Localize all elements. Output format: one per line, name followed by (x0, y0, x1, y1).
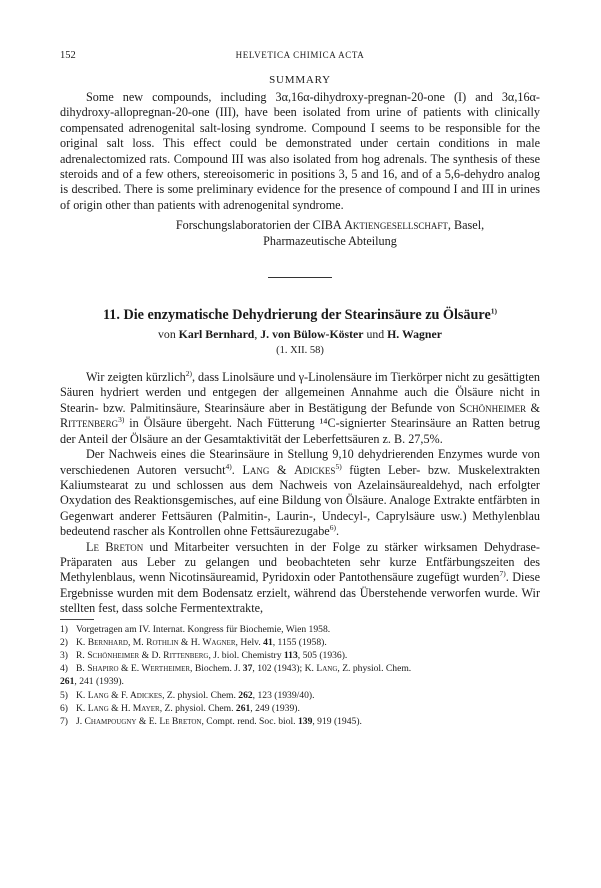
footnote-ref: 5) (335, 461, 342, 471)
footnote-text: , 505 (1936). (297, 649, 348, 661)
footnote-text: , 919 (1945). (312, 715, 362, 727)
volume-number: 261 (60, 676, 75, 688)
article-authors: von Karl Bernhard, J. von Bülow-Köster und H. Wagner (158, 327, 442, 342)
footnote-text: , 123 (1939/40). (252, 689, 315, 701)
footnote-text: Vorgetragen am IV. Internat. Kongress für Biochemie, Wien 1958. (76, 623, 331, 635)
cited-author: J. Champougny & E. Le Breton (76, 715, 202, 727)
running-head (60, 50, 540, 66)
journal-name: HELVETICA CHIMICA ACTA (235, 50, 365, 60)
cited-author: Schönheimer (459, 400, 527, 415)
text-run: fügten Leber- bzw. Muskelextrakten Kaliumstearat zu und schlossen aus dem Nachweis von Azelainsäurealdehyd, nach erfolgter Oxydation des Reaktionsgemisches, auf eine Bildung von Ölsäure. Analoge Extrakte entfärbten in Gegenwart anderer Fettsäuren (Palmitin-, Laurin-, Undecyl-, Caprylsäure usw.) Methylenblau bedeutend rascher als Kontrollen ohne Fettsäurezugabe (60, 462, 541, 539)
page-number: 152 (60, 50, 76, 61)
footnote-ref: 4) (225, 461, 232, 471)
footnote-ref: 3) (118, 415, 125, 425)
affiliation-city: , Basel, (447, 218, 485, 233)
cited-author: K. Bernhard, M. Rothlin & H. Wagner (76, 636, 236, 648)
cited-author: K. Lang & F. Adickes (76, 689, 163, 701)
text-run: . Diese Ergebnisse wurden mit dem Bodensatz erzielt, während das Überstehende verworfen wurde. Wir stellten fest, dass solche Fermentextrakte, (60, 570, 540, 616)
section-divider (268, 277, 332, 278)
footnote-number: 6) (60, 702, 68, 714)
cited-author: K. Lang & H. Mayer (76, 702, 160, 714)
footnote-ref: 7) (499, 569, 506, 579)
footnote-number: 4) (60, 663, 68, 675)
footnote-text: , Z. physiol. Chem. (162, 689, 239, 701)
authors-prefix: von (158, 327, 176, 342)
footnote-ref: 2) (185, 369, 192, 378)
affiliation-line-1 (120, 218, 540, 233)
cited-author: B. Shapiro & E. Wertheimer (76, 663, 191, 675)
footnote-number: 5) (60, 689, 68, 701)
article-title (60, 306, 540, 324)
footnote-number: 1) (60, 623, 68, 635)
footnote-text: , J. biol. Chemistry (208, 649, 284, 661)
footnote-text: , 241 (1939). (74, 676, 124, 688)
affiliation-line-2: Pharmazeutische Abteilung (263, 233, 397, 248)
volume-number: 139 (297, 715, 313, 727)
body-paragraph-2 (60, 447, 540, 539)
text-run: in Ölsäure übergeht. Nach Fütterung ¹⁴C-signierter Stearinsäure an Ratten betrug der Anteil der Ölsäure an der Gesamtaktivität der Leberfettsäuren z. B. 27,5%. (60, 416, 540, 446)
text-run: . (231, 462, 235, 477)
footnote (60, 702, 540, 715)
volume-number: 113 (283, 649, 298, 661)
footnote-number: 3) (60, 649, 68, 661)
text-run: . (335, 524, 340, 539)
footnote-text: , 249 (1939). (250, 702, 300, 714)
footnote (60, 636, 540, 649)
footnote-continuation (60, 675, 540, 688)
body-paragraph-1 (60, 370, 540, 447)
volume-number: 262 (238, 689, 253, 701)
footnote-ref: 6) (329, 523, 336, 533)
author-name: Karl Bernhard (178, 327, 255, 342)
body-paragraph-3 (60, 540, 540, 617)
footnote-text: , Z. physiol. Chem. (159, 702, 236, 714)
article-title-text: 11. Die enzymatische Dehydrierung der Stearinsäure zu Ölsäure (102, 307, 491, 324)
footnote (60, 689, 540, 702)
cited-author: Le Breton (86, 539, 144, 554)
affiliation (120, 218, 540, 249)
footnote-text: , Z. physiol. Chem. (337, 663, 412, 675)
footnote-number: 7) (60, 715, 68, 727)
footnote-text: , Biochem. J. (190, 663, 243, 675)
footnote (60, 623, 540, 636)
volume-number: 261 (235, 702, 251, 714)
footnote-divider (60, 619, 94, 620)
paper-page (60, 50, 540, 728)
footnote-text: , 102 (1943); (252, 663, 305, 675)
cited-author: Adickes (294, 462, 336, 477)
volume-number: 37 (242, 663, 253, 675)
cited-author: Rittenberg (60, 416, 119, 431)
text-run: & (530, 400, 541, 415)
footnote (60, 715, 540, 728)
text-run: und Mitarbeiter versuchten in der Folge zu stärker wirksamen Dehydrase-Präparaten aus Leber zu gelangen und beobachteten sehr kurze Entfärbungszeiten des Methylenblaus, wenn Nicotinsäureamid, Pyridoxin oder Pantothensäure zugefügt wurden (60, 539, 540, 585)
footnote-ref: 1) (490, 306, 497, 316)
footnote-text: , Helv. (235, 636, 264, 648)
author-name: J. von Bülow-Köster (260, 327, 364, 342)
footnote-text: , 1155 (1958). (272, 636, 327, 648)
text-run: Wir zeigten kürzlich (86, 370, 186, 385)
volume-number: 41 (263, 636, 273, 648)
summary-text: Some new compounds, including 3α,16α-dihydroxy-pregnan-20-one (I) and 3α,16α-dihydroxy-allopregnan-20-one (III), have been isolated from urine of patients with clinically compensated adrenogenital salt-losing syndrome. Compound I seems to be responsible for the original salt loss. This effect could be demonstrated under certain conditions in male adrenalectomized rats. Compound III was also isolated from hog adrenals. The synthesis of these steroids and of a few others, stereoisomeric in positions 3, 5 and 16, and of a 5,6-dehydro analog is described. There is some preliminary evidence for the presence of compound I and III in urines of origin other than patients with adrenogenital syndrome. (60, 90, 540, 212)
author-name: H. Wagner (387, 327, 442, 342)
received-date: (1. XII. 58) (276, 345, 324, 357)
footnotes (60, 623, 540, 729)
summary-heading: SUMMARY (269, 74, 331, 86)
footnote-number: 2) (60, 636, 68, 648)
authors-conjunction: und (366, 327, 385, 342)
text-run: & (277, 462, 287, 477)
cited-author: Lang (242, 462, 270, 477)
footnote-text: , Compt. rend. Soc. biol. (201, 715, 298, 727)
affiliation-prefix: Forschungslaboratorien der CIBA (175, 218, 342, 233)
text-run: Der Nachweis eines die Stearinsäure in Stellung 9,10 dehydrierenden Enzymes wurde von verschiedenen Autoren versucht (60, 447, 540, 477)
footnote (60, 662, 540, 675)
footnote (60, 649, 540, 662)
text-run: , dass Linolsäure und γ-Linolensäure im Tierkörper nicht zu gesättigten Säuren hydriert werden und entgegen der allgemeinen Annahme auch die Ölsäure nicht in Stearin- bzw. Palmitinsäure, Stearinsäure aber in Bestätigung der Befunde von (60, 370, 540, 415)
cited-author: R. Schönheimer & D. Rittenberg (76, 649, 209, 661)
affiliation-company: Aktiengesellschaft (344, 218, 448, 233)
cited-author: K. Lang (304, 663, 338, 675)
